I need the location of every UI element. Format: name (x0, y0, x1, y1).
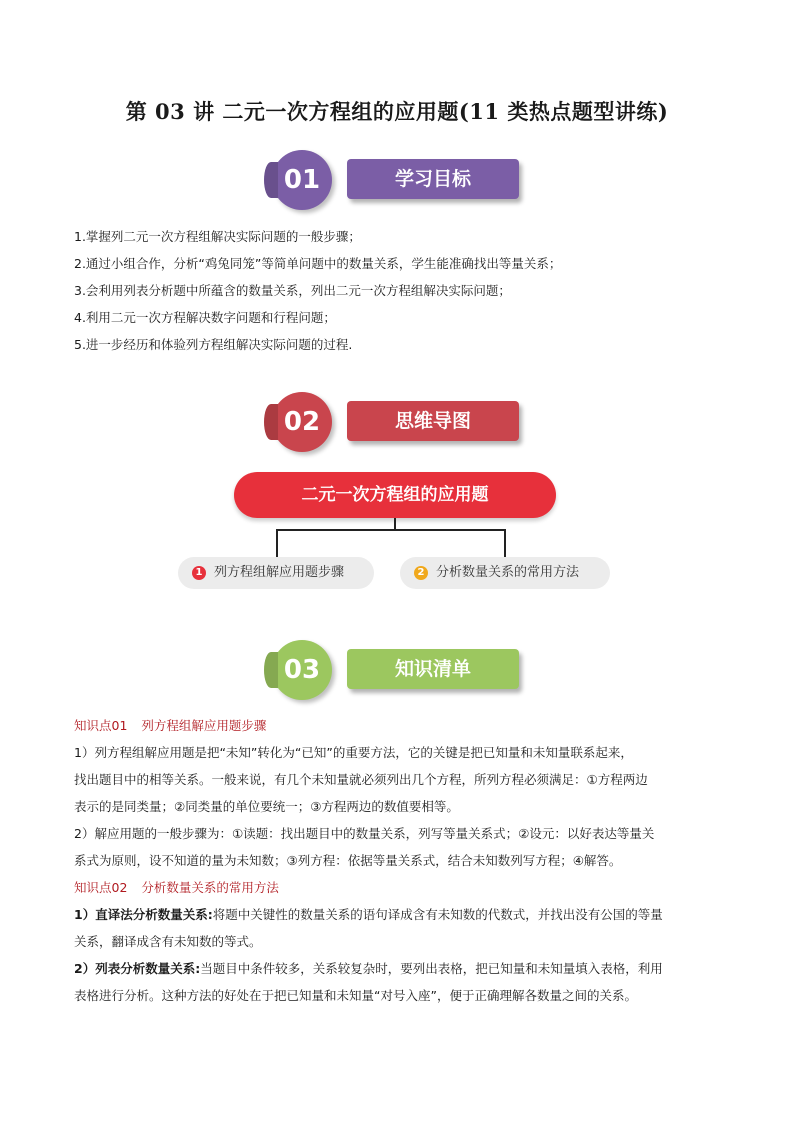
paragraph (74, 739, 734, 820)
learning-goals-list (74, 223, 734, 358)
text-line: 2）解应用题的一般步骤为：①读题：找出题目中的数量关系，列写等量关系式；②设元：以好表达等量关 (74, 826, 655, 841)
knowledge-list (74, 712, 734, 1009)
node-label: 分析数量关系的常用方法 (436, 565, 580, 580)
section-badge-mind-map (272, 392, 522, 452)
method-name: 1）直译法分析数量关系: (74, 907, 213, 922)
page-title: 第 03 讲 二元一次方程组的应用题(11 类热点题型讲练) (125, 99, 669, 124)
mindmap-node (400, 557, 610, 589)
text-line (74, 901, 734, 928)
node-number-badge: 2 (414, 566, 428, 580)
text-line: 系式为原则，设不知道的量为未知数；③列方程：依据等量关系式，结合未知数列写方程；④解答。 (74, 853, 622, 868)
goal-item: 1.掌握列二元一次方程组解决实际问题的一般步骤； (74, 229, 361, 244)
section-title: 思维导图 (347, 401, 519, 441)
mindmap-root: 二元一次方程组的应用题 (234, 472, 556, 518)
paragraph (74, 820, 734, 874)
goal-item: 4.利用二元一次方程解决数字问题和行程问题； (74, 310, 336, 325)
mindmap-node (178, 557, 374, 589)
text-line: 1）列方程组解应用题是把“未知”转化为“已知”的重要方法，它的关键是把已知量和未知量联系起来， (74, 745, 633, 760)
mindmap-connector (276, 529, 278, 557)
paragraph (74, 901, 734, 955)
node-number-badge: 1 (192, 566, 206, 580)
section-badge-learning-goals (272, 150, 522, 210)
text-line: 表示的是同类量；②同类量的单位要统一；③方程两边的数值要相等。 (74, 799, 459, 814)
text-line: 表格进行分析。这种方法的好处在于把已知量和未知量“对号入座”，便于正确理解各数量之间的关系。 (74, 988, 637, 1003)
knowledge-point-number: 知识点01 (74, 718, 128, 733)
mindmap-connector (276, 529, 506, 531)
text-line (74, 955, 734, 982)
node-label: 列方程组解应用题步骤 (214, 565, 345, 580)
paragraph (74, 955, 734, 1009)
knowledge-point-title: 列方程组解应用题步骤 (141, 718, 267, 733)
method-name: 2）列表分析数量关系: (74, 961, 201, 976)
method-text: 当题目中条件较多，关系较复杂时，要列出表格，把已知量和未知量填入表格，利用 (200, 961, 663, 976)
section-title: 知识清单 (347, 649, 519, 689)
knowledge-point-heading (74, 712, 734, 739)
section-title: 学习目标 (347, 159, 519, 199)
knowledge-point-title: 分析数量关系的常用方法 (141, 880, 279, 895)
section-number: 01 (272, 150, 332, 210)
knowledge-point-heading (74, 874, 734, 901)
text-line: 找出题目中的相等关系。一般来说，有几个未知量就必须列出几个方程，所列方程必须满足：①方程两边 (74, 772, 648, 787)
goal-item: 2.通过小组合作，分析“鸡兔同笼”等简单问题中的数量关系，学生能准确找出等量关系； (74, 256, 562, 271)
knowledge-point-number: 知识点02 (74, 880, 128, 895)
goal-item: 5.进一步经历和体验列方程组解决实际问题的过程. (74, 337, 353, 352)
text-line: 关系，翻译成含有未知数的等式。 (74, 934, 262, 949)
section-number: 03 (272, 640, 332, 700)
goal-item: 3.会利用列表分析题中所蕴含的数量关系，列出二元一次方程组解决实际问题； (74, 283, 511, 298)
mindmap-connector (504, 529, 506, 557)
section-badge-knowledge-list (272, 640, 522, 700)
section-number: 02 (272, 392, 332, 452)
method-text: 将题中关键性的数量关系的语句译成含有未知数的代数式，并找出没有公国的等量 (212, 907, 663, 922)
